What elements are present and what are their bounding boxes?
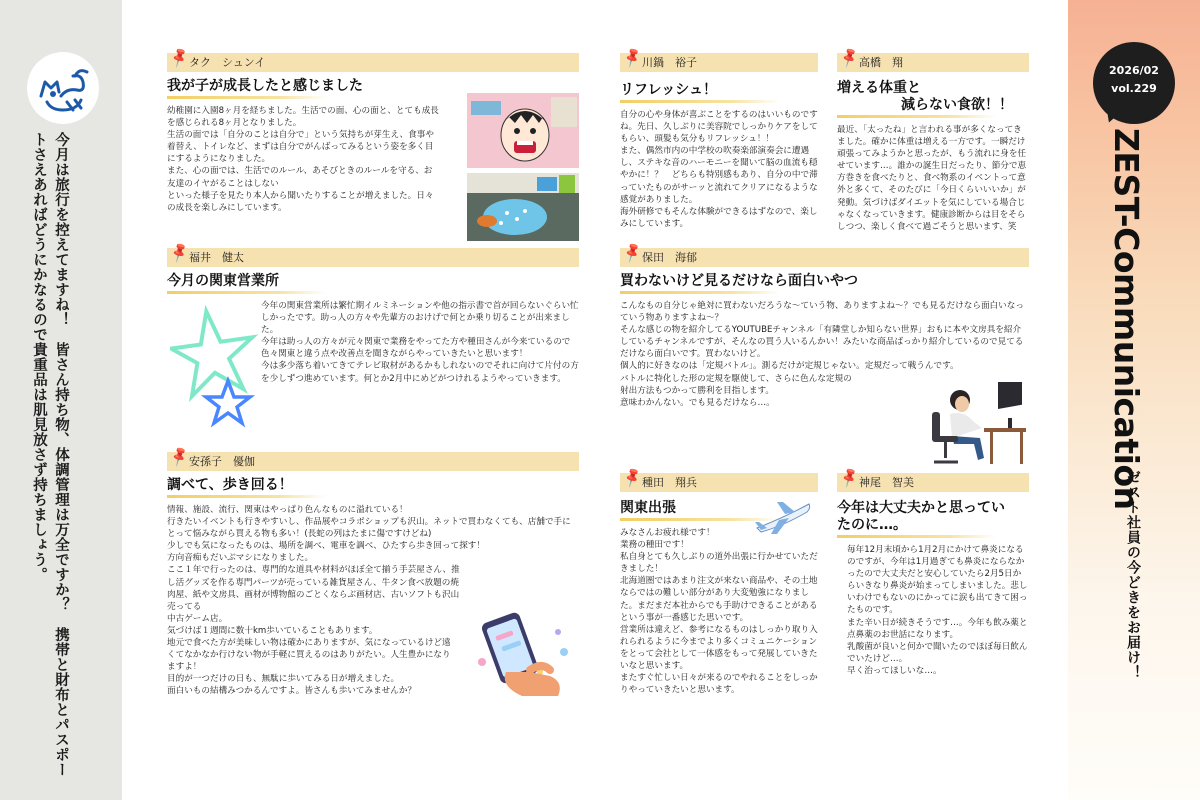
article-kawanabe <box>620 46 818 230</box>
pushpin-icon: 📌 <box>168 46 192 70</box>
article-title: 今月の関東営業所 <box>167 273 579 294</box>
paragraph: 幼稚園に入園8ヶ月を経ちました。生活での面、心の面と、とても成長を感じられる8ヶ月となりました。 <box>167 106 439 129</box>
pushpin-icon: 📌 <box>621 466 645 490</box>
paragraph: 情報、施設、流行、関東はやっぱり色んなものに溢れている！ <box>167 505 408 515</box>
paragraph: ここ１年で行ったのは、専門的な道具や材料がほぼ全て揃う手芸屋さん、推し活グッズを作る専門パーツが売っている雑貨屋さん、牛タン食べ放題の焼肉屋、紙や文房具、画材が博物館のごとくならぶ画材店、古いソフトも沢山売ってる <box>167 565 460 612</box>
person-at-computer-icon <box>924 382 1028 466</box>
issue-volume: vol.229 <box>1111 82 1157 95</box>
title-line-2: 減らない食欲！！ <box>901 97 1013 113</box>
paragraph: 生活の面では「自分のことは自分で」という気持ちが芽生え、食事や着替え、トイレなど、まずは自分でがんばってみるという姿を多く目にするようになりました。 <box>167 130 434 165</box>
phone-hand-icon <box>470 612 576 698</box>
author-name: 種田 翔兵 <box>642 476 697 489</box>
paragraph: 方向音痴もだいぶマシになりました。 <box>167 553 314 564</box>
paragraph: 自分の心や身体が喜ぶことをするのはいいものですね。先日、久しぶりに美容院でしっかりケアをしてもらい、頭髪も気分もリフレッシュ！！ <box>620 110 818 145</box>
article-header <box>167 241 579 267</box>
paragraph: 私自身とても久しぶりの道外出張に行かせていただきました！ <box>620 552 818 575</box>
article-body <box>261 300 579 385</box>
article-header <box>837 46 1029 72</box>
paragraph: 中古ゲーム店。 <box>167 613 228 624</box>
article-body <box>620 527 818 696</box>
paragraph: 今年は助っ人の方々が元々関東で業務をやってた方や種田さんが今来ているので色々関東と違う点や改善点を聞きながらやっていきたいと思います！ <box>261 337 571 360</box>
article-takahashi <box>837 46 1029 233</box>
left-column <box>0 0 122 800</box>
title-line-2: たのに…。 <box>837 517 907 533</box>
paragraph: 業務の種田です！ <box>620 540 689 551</box>
paragraph: 毎年12月末頃から1月2月にかけて鼻炎になるのですが、今年は1月過ぎても鼻炎にならなかったので大丈夫だと安心していたら2月5日からいきなり鼻炎が始まってしまいました。悲しいわけでもないのにかってに涙も出てきて困ったものです。 <box>847 545 1028 616</box>
author-name: 川鍋 裕子 <box>642 56 697 69</box>
company-logo <box>27 52 99 124</box>
article-title: 我が子が成長したと感じました <box>167 78 579 99</box>
left-column-message: 今月は旅行を控えてますね！ 皆さん持ち物、体調管理は万全ですか？ 携帯と財布とパスポートさえあればどうにかなるので貴重品は肌見放さず持ちましょう。 <box>31 132 69 777</box>
paragraph: 気づけば１週間に数十km歩いていることもあります。 <box>167 625 378 636</box>
paragraph: といった様子を見たり本人から聞いたりすることが増えました。日々の成長を楽しみにしています。 <box>167 190 434 213</box>
issue-date: 2026/02 <box>1109 64 1159 77</box>
paragraph: 乳酸菌が良いと何かで聞いたのでほぼ毎日飲んでいたけど…。 <box>847 641 1028 664</box>
article-title <box>837 80 1029 118</box>
paragraph: みなさんお疲れ様です！ <box>620 528 715 538</box>
pushpin-icon: 📌 <box>621 46 645 70</box>
neon-star-icon <box>170 303 260 433</box>
article-body <box>167 105 439 214</box>
title-line-1: 今年は大丈夫かと思ってい <box>837 500 1005 516</box>
paragraph: こんなもの自分じゃ絶対に買わないだろうな～ていう物、ありますよね～？でも見るだけなら面白いなっていう物ありますよね～？ <box>620 301 1024 324</box>
article-title: 関東出張 <box>620 500 818 521</box>
paragraph: 個人的に好きなのは「定規バトル」。測るだけが定規じゃない。定規だって戦うんです。 <box>620 361 959 372</box>
paragraph: そんな感じの物を紹介してるYOUTUBEチャンネル「有隣堂しか知らない世界」おもに本や文房具を紹介しているチャンネルですが、そんなの買う人いるんかい！みたいな商品ばっかり紹介しているので見てるだけなら面白いです。買わないけど。 <box>620 325 1024 360</box>
pushpin-icon: 📌 <box>838 46 862 70</box>
airplane-icon <box>753 498 813 538</box>
paragraph: バトルに特化した形の定規を駆使して、さらに色んな定規の <box>620 373 852 384</box>
title-line-1: 増える体重と <box>837 80 921 96</box>
paragraph: 営業所は違えど、参考になるものはしっかり取り入れられるように今までより多くコミュニケーションをとって会社として一体感をもって発展していきたいなと思います。 <box>620 624 818 672</box>
pushpin-icon: 📌 <box>621 241 645 265</box>
author-name: 安孫子 優伽 <box>189 455 255 468</box>
article-title: リフレッシュ！ <box>620 82 818 103</box>
article-body <box>837 544 1029 677</box>
newsletter-tagline: ゼスト社員の今どきをお届け！ <box>1125 470 1141 680</box>
article-title: 買わないけど見るだけなら面白いやつ <box>620 273 1029 294</box>
paragraph: 早く治ってほしいな…。 <box>847 665 942 676</box>
article-header <box>167 445 579 471</box>
article-title <box>837 500 1029 538</box>
article-header <box>620 46 818 72</box>
article-kamio <box>837 466 1029 677</box>
paragraph: また辛い日が続きそうです…。今年も飲み薬と点鼻薬のお世話になります。 <box>847 617 1028 640</box>
newsletter-title: ZEST-Communication <box>1107 128 1146 510</box>
paragraph: 今は多少落ち着いてきてテレビ取材があるかもしれないのでそれに向けて片付の方を少しずつ進めています。何とか2月中にめどがつけれるようやっていきます。 <box>261 361 579 384</box>
article-title: 調べて、歩き回る！ <box>167 477 579 498</box>
paragraph: 少しでも気になったものは、場所を調べ、電車を調べ、ひたすら歩き回って探す！ <box>167 541 485 552</box>
article-header <box>167 46 579 72</box>
paragraph: また、心の面では、生活でのルール、あそびときのルールを守る、お友達のイヤがることはしない <box>167 166 433 189</box>
paragraph: 行きたいイベントも行きやすいし、作品展やコラボショップも沢山。ネットで買わなくても、店舗で手にとって悩みながら買える物も多い！(長蛇の列はたまに傷ですけどね) <box>167 517 571 540</box>
article-body <box>620 109 818 230</box>
article-body <box>837 124 1029 233</box>
author-name: 神尾 智美 <box>859 476 914 489</box>
author-name: 保田 海郁 <box>642 251 697 264</box>
pushpin-icon: 📌 <box>168 445 192 469</box>
pushpin-icon: 📌 <box>168 241 192 265</box>
paragraph: 地元で食べた方が美味しい物は確かにありますが、気になっているけど遠くてなかなか行けない物が手軽に買えるのはありがたい。人生豊かになりますよ！ <box>167 638 451 673</box>
paragraph: 意味わかんない。でも見るだけなら…。 <box>620 397 775 408</box>
child-craft-photo <box>467 173 579 241</box>
pushpin-icon: 📌 <box>838 466 862 490</box>
paragraph: また、偶然市内の中学校の吹奏楽部演奏会に遭遇し、ステキな音のハーモニーを聞いて脳の血流も穏やかに！？ どちらも特別感もあり、自分の中で滞っていたものがサーッと流れてクリアになるような感覚がありました。 <box>620 146 818 205</box>
paragraph: 射出方法もつかって勝利を目指します。 <box>620 385 775 396</box>
paragraph: 最近、「太ったね」と言われる事が多くなってきました。確かに体重は増える一方です。一瞬だけ頑張ってみようかと思ったが、もう流れに身を任せています…。誰かの誕生日だったり、節分で恵方巻きを食べたりと、食べ物系のイベントって意外と多くて、そのたびに「今日くらいいいか」が発動。気づけばダイエットを気にしている場合じゃなくなっていきます。健康診断からは目をそらしつつ、楽しく食べて過ごそうと思います、笑 <box>837 125 1027 232</box>
author-name: 福井 健太 <box>189 251 244 264</box>
article-header <box>620 466 818 492</box>
paragraph: 目的が一つだけの日も、無駄に歩いてみる日が増えました。 <box>167 674 400 685</box>
paragraph: またすぐ忙しい日々が来るのでやれることをしっかりやっていきたいと思います。 <box>620 673 818 696</box>
paragraph: 今年の関東営業所は繁忙期イルミネーションや他の指示書で首が回らないぐらい忙しかったです。助っ人の方々や先輩方のおけげで何とか乗り切ることが出来ました。 <box>261 301 579 336</box>
paragraph: 北海道圏ではあまり注文が来ない商品や、その土地ならではの難しい部分があり大変勉強になりました。まだまだ本社からでも手助けできることがあるという事が一番感じた思いです。 <box>620 576 818 623</box>
author-name: タク シュンイ <box>189 56 266 69</box>
article-header <box>620 241 1029 267</box>
article-header <box>837 466 1029 492</box>
paragraph: 面白いもの結構みつかるんですよ。皆さんも歩いてみませんか？ <box>167 686 417 697</box>
child-drawing-photo <box>467 93 579 168</box>
paragraph: 海外研修でもそんな体験ができるはずなので、楽しみにしています。 <box>620 206 818 229</box>
author-name: 高橋 翔 <box>859 56 903 69</box>
